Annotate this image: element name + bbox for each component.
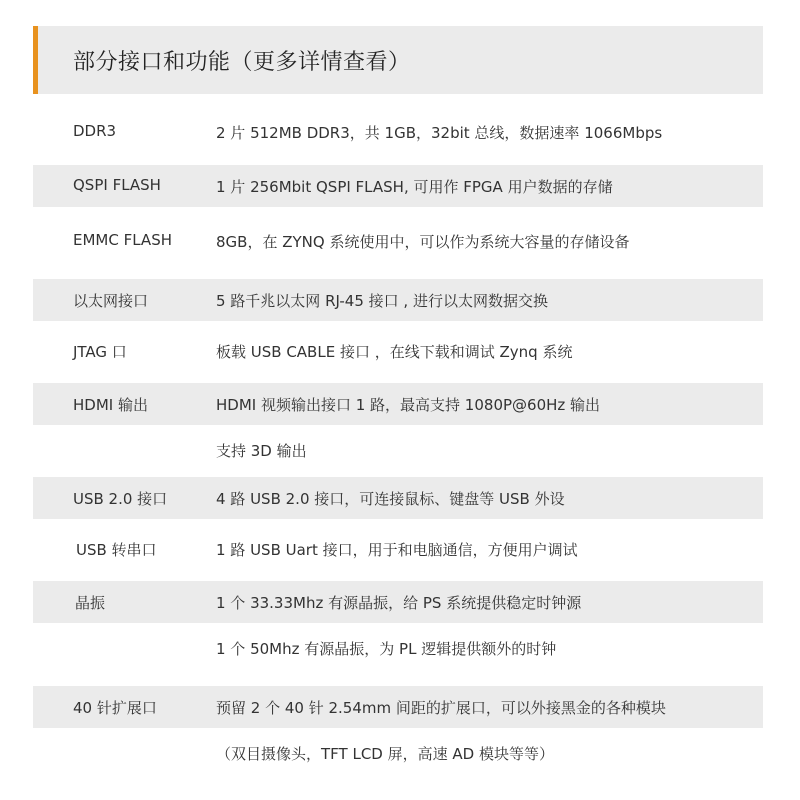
spec-value-qspi-flash: 1 片 256Mbit QSPI FLASH, 可用作 FPGA 用户数据的存储 [216, 178, 613, 196]
spec-value-oscillator: 1 个 33.33Mhz 有源晶振，给 PS 系统提供稳定时钟源 [216, 594, 582, 612]
spec-value-oscillator-cont: 1 个 50Mhz 有源晶振，为 PL 逻辑提供额外的时钟 [216, 640, 557, 658]
spec-label-ddr3: DDR3 [73, 122, 117, 140]
spec-value-ethernet: 5 路千兆以太网 RJ-45 接口 , 进行以太网数据交换 [216, 292, 548, 310]
spec-value-ddr3: 2 片 512MB DDR3，共 1GB，32bit 总线，数据速率 1066Mbps [216, 124, 663, 142]
section-header [33, 26, 763, 94]
spec-label-emmc-flash: EMMC FLASH [73, 231, 172, 249]
spec-value-jtag: 板载 USB CABLE 接口 ，在线下载和调试 Zynq 系统 [216, 343, 573, 361]
spec-label-hdmi: HDMI 输出 [73, 396, 148, 414]
section-title: 部分接口和功能（更多详情查看） [73, 49, 411, 75]
spec-value-usb-uart: 1 路 USB Uart 接口，用于和电脑通信，方便用户调试 [216, 541, 578, 559]
spec-label-ethernet: 以太网接口 [73, 292, 149, 310]
spec-value-expansion: 预留 2 个 40 针 2.54mm 间距的扩展口，可以外接黑金的各种模块 [216, 699, 666, 717]
spec-value-emmc-flash: 8GB，在 ZYNQ 系统使用中，可以作为系统大容量的存储设备 [216, 233, 630, 251]
spec-label-jtag: JTAG 口 [73, 343, 127, 361]
spec-value-expansion-cont: （双目摄像头，TFT LCD 屏，高速 AD 模块等等） [216, 745, 554, 763]
spec-value-hdmi: HDMI 视频输出接口 1 路，最高支持 1080P@60Hz 输出 [216, 396, 601, 414]
spec-label-usb-uart: USB 转串口 [76, 541, 157, 559]
spec-label-expansion: 40 针扩展口 [73, 699, 157, 717]
spec-row-hdmi-cont [33, 429, 763, 471]
spec-label-oscillator: 晶振 [75, 594, 106, 612]
spec-value-hdmi-cont: 支持 3D 输出 [216, 442, 307, 460]
spec-label-usb2: USB 2.0 接口 [73, 490, 168, 508]
spec-label-qspi-flash: QSPI FLASH [73, 176, 161, 194]
spec-value-usb2: 4 路 USB 2.0 接口，可连接鼠标、键盘等 USB 外设 [216, 490, 565, 508]
